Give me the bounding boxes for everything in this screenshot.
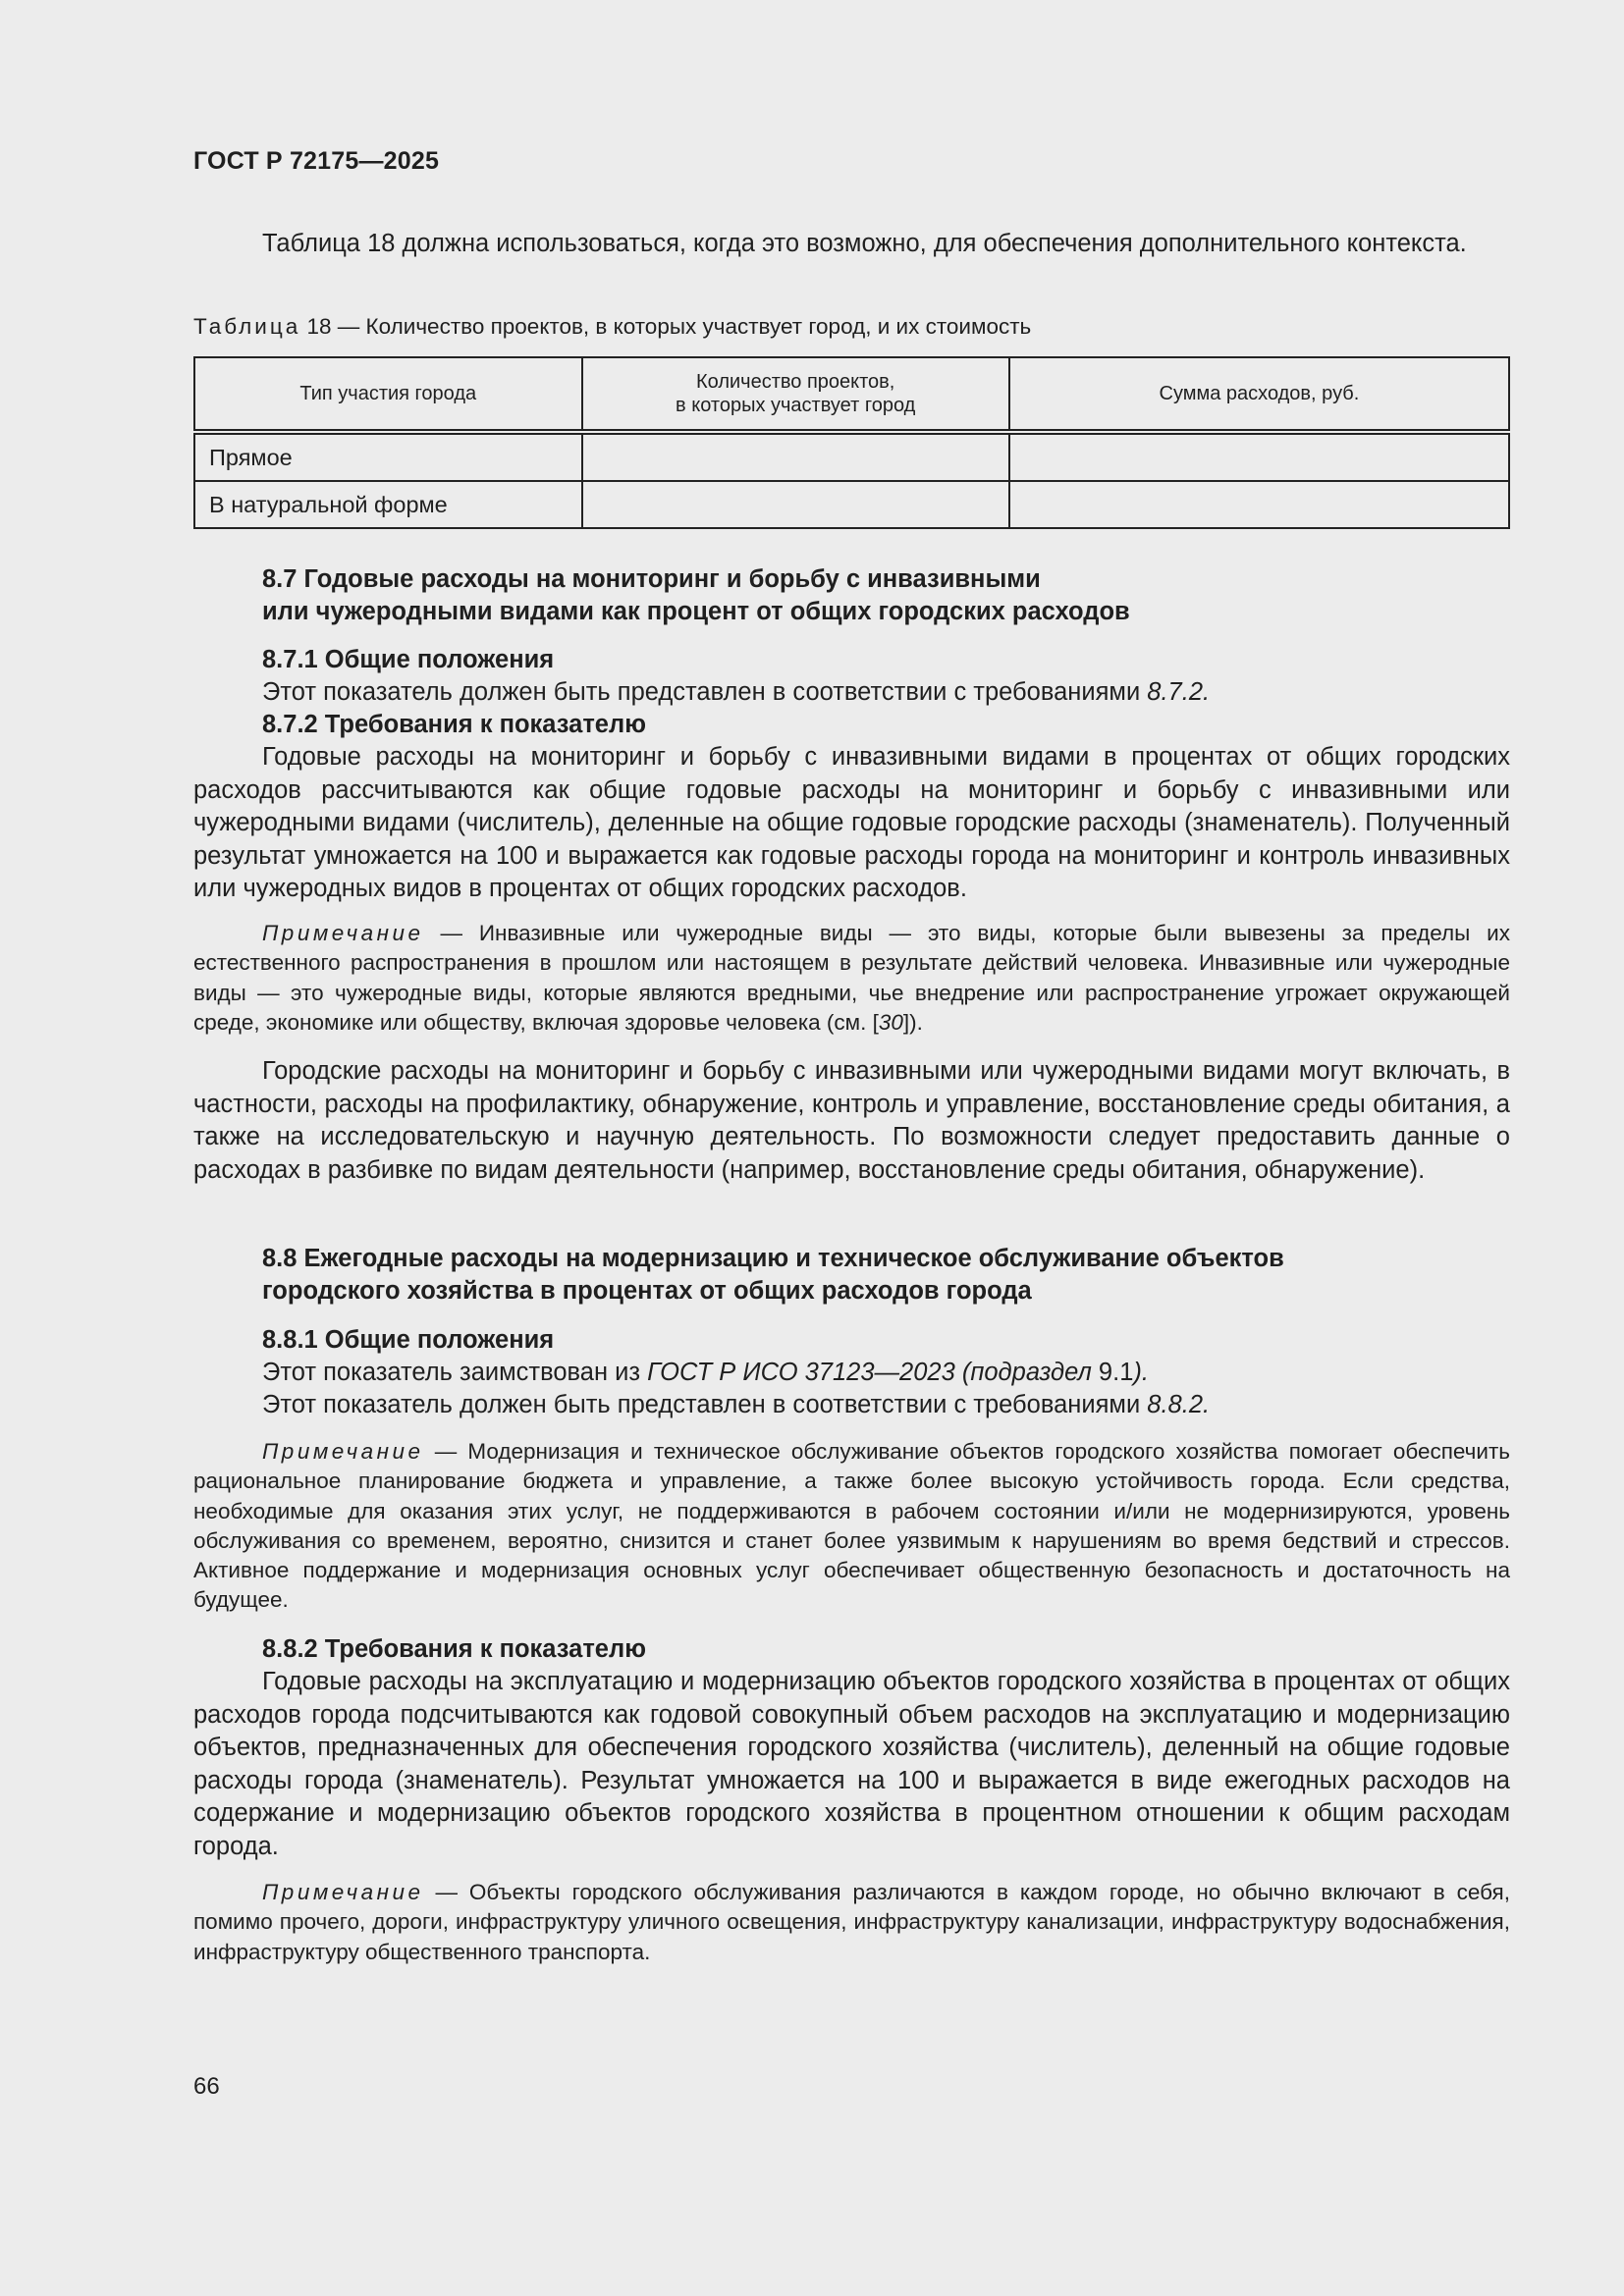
header-line: в которых участвует город — [676, 395, 916, 416]
section-8-8-2 — [193, 1633, 1510, 1863]
note — [193, 1437, 1510, 1616]
paragraph: Годовые расходы на эксплуатацию и модернизацию объектов городского хозяйства в процентах от общих расходов города подсчитываются как годовой совокупный объем расходов на эксплуатацию и модернизацию объектов, предназначенных для обеспечения городского хозяйства (числитель), деленный на общие годовые расходы города (знаменатель). Результат умножается на 100 и выражается в виде ежегодных расходов на содержание и модернизацию объектов городского хозяйства в процентном отношении к общим расходам города. — [193, 1668, 1510, 1860]
text: Этот показатель должен быть представлен в соответствии с требованиями — [262, 1391, 1148, 1418]
paragraph: Годовые расходы на мониторинг и борьбу с инвазивными видами в процентах от общих городских расходов рассчитываются как общие годовые расходы на мониторинг и борьбу с инвазивными или чужеродными видами (числитель), деленные на общие годовые городские расходы (знаменатель). Полученный результат умножается на 100 и выражается как годовые расходы города на мониторинг и контроль инвазивных или чужеродных видов в процентах от общих городских расходов. — [193, 743, 1510, 902]
reference-link[interactable]: 8.7.2. — [1147, 678, 1211, 706]
text: Этот показатель должен быть представлен в соответствии с требованиями — [262, 678, 1148, 706]
section-8-7 — [193, 563, 1510, 628]
title-line: или чужеродными видами как процент от общих городских расходов — [262, 598, 1130, 625]
header-line: Количество проектов, — [695, 371, 895, 393]
subsection-text — [193, 676, 1510, 709]
table-caption — [193, 314, 1031, 340]
note-label: Примечание — [262, 1439, 424, 1464]
note-8-7 — [193, 919, 1510, 1038]
page-number: 66 — [193, 2073, 220, 2100]
text: Этот показатель заимствован из — [262, 1359, 648, 1386]
bibliography-reference[interactable]: 30 — [878, 1009, 903, 1035]
document-header: ГОСТ Р 72175—2025 — [193, 147, 440, 175]
subsection-text — [193, 1357, 1510, 1389]
paragraph-8-7-extra — [193, 1055, 1510, 1187]
note-text: — Инвазивные или чужеродные виды — это виды, которые были вывезены за пределы их естественного распространения в прошлом или настоящем в результате действий человека. Инвазивные или чужеродные виды — это чужеродные виды, которые являются вредными, чье внедрение или распространение угрожает окружающей среде, экономике или обществу, включая здоровье человека (см. [ — [193, 921, 1510, 1035]
table-header-cell: Тип участия города — [194, 357, 582, 432]
note-text: ]). — [902, 1009, 923, 1035]
table-cell: Прямое — [194, 432, 582, 481]
section-title — [193, 563, 1510, 628]
paragraph: Городские расходы на мониторинг и борьбу с инвазивными или чужеродными видами могут включать, в частности, расходы на профилактику, обнаружение, контроль и управление, восстановление среды обитания, а также на исследовательскую и научную деятельность. По возможности следует предоставить данные о расходах в разбивке по видам деятельности (например, восстановление среды обитания, обнаружение). — [193, 1057, 1510, 1184]
subsection-title: 8.8.2 Требования к показателю — [262, 1635, 646, 1663]
title-line: городского хозяйства в процентах от общих расходов города — [262, 1277, 1032, 1305]
table-cell — [1009, 432, 1509, 481]
note-text: — Модернизация и техническое обслуживание объектов городского хозяйства помогает обеспечить рациональное планирование бюджета и управление, а также более высокую устойчивость города. Если средства, необходимые для оказания этих услуг, не поддерживаются в рабочем состоянии и/или не модернизируются, уровень обслуживания со временем, вероятно, снизится и станет более уязвимым к нарушениям во время бедствий и стрессов. Активное поддержание и модернизация основных услуг обеспечивает общественную безопасность и достаточность на будущее. — [193, 1439, 1510, 1613]
subsection-title: 8.8.1 Общие положения — [262, 1326, 555, 1354]
note-8-8-2 — [193, 1878, 1510, 1967]
note-8-8-1 — [193, 1437, 1510, 1616]
note-text: — Объекты городского обслуживания различаются в каждом городе, но обычно включают в себя, помимо прочего, дороги, инфраструктуру уличного освещения, инфраструктуру канализации, инфраструктуру водоснабжения, инфраструктуру общественного транспорта. — [193, 1880, 1510, 1964]
note-label: Примечание — [262, 921, 424, 945]
subsection-text — [193, 1389, 1510, 1421]
table-caption-text: 18 — Количество проектов, в которых участвует город, и их стоимость — [300, 314, 1032, 339]
note — [193, 919, 1510, 1038]
subsection-title: 8.7.1 Общие положения — [262, 646, 555, 673]
intro-paragraph: Таблица 18 должна использоваться, когда это возможно, для обеспечения дополнительного контекста. — [262, 230, 1467, 257]
note — [193, 1878, 1510, 1967]
text: ). — [1133, 1359, 1149, 1386]
table-header-cell — [582, 357, 1009, 432]
section-8-8-1 — [193, 1324, 1510, 1421]
table-row — [194, 432, 1509, 481]
standard-reference-number[interactable]: 9.1 — [1098, 1359, 1134, 1386]
table-caption-label: Таблица — [193, 314, 301, 339]
table-header-row — [194, 357, 1509, 432]
reference-link[interactable]: 8.8.2. — [1147, 1391, 1211, 1418]
note-label: Примечание — [262, 1880, 424, 1904]
table-header-cell: Сумма расходов, руб. — [1009, 357, 1509, 432]
title-line: 8.7 Годовые расходы на мониторинг и борьбу с инвазивными — [262, 565, 1041, 593]
table-cell: В натуральной форме — [194, 481, 582, 528]
title-line: 8.8 Ежегодные расходы на модернизацию и техническое обслуживание объектов — [262, 1245, 1284, 1272]
section-8-7-1 — [193, 644, 1510, 906]
section-title — [193, 1243, 1510, 1308]
table-cell — [1009, 481, 1509, 528]
subsection-title: 8.7.2 Требования к показателю — [262, 711, 646, 738]
table-18 — [193, 356, 1510, 529]
section-8-8 — [193, 1243, 1510, 1308]
standard-reference[interactable]: ГОСТ Р ИСО 37123—2023 (подраздел — [647, 1359, 1099, 1386]
table-cell — [582, 481, 1009, 528]
table-row — [194, 481, 1509, 528]
table-cell — [582, 432, 1009, 481]
